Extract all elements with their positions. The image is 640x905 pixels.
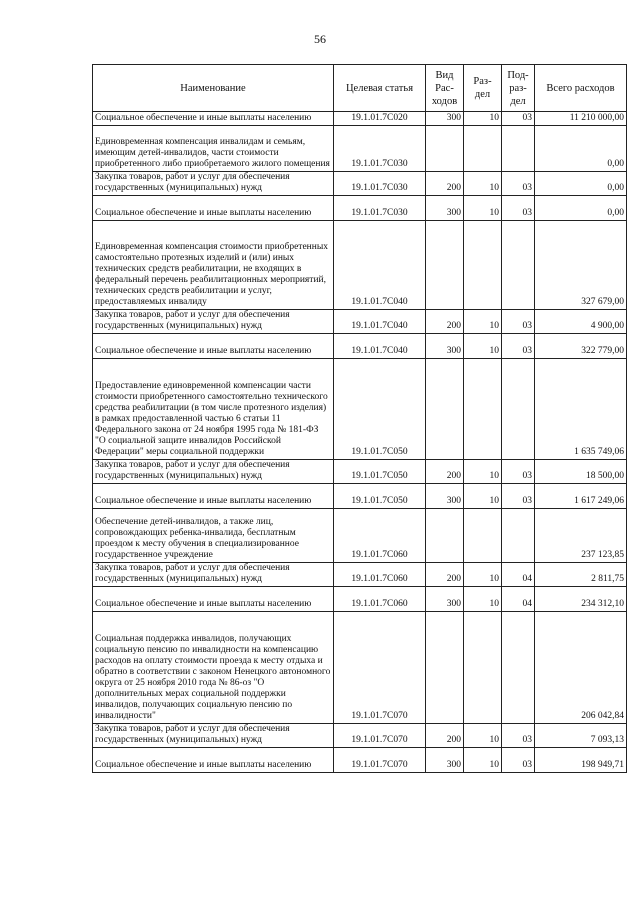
row-article-code: 19.1.01.7С070 <box>334 724 426 748</box>
row-podrazdel: 03 <box>502 310 535 334</box>
row-article-code: 19.1.01.7С030 <box>334 196 426 221</box>
row-podrazdel: 03 <box>502 112 535 126</box>
row-vid: 200 <box>426 724 464 748</box>
table-row <box>93 509 627 563</box>
row-razdel: 10 <box>464 748 502 773</box>
header-razdel: Раз-дел <box>464 65 502 112</box>
row-vid <box>426 509 464 563</box>
row-amount: 237 123,85 <box>535 509 627 563</box>
row-amount: 7 093,13 <box>535 724 627 748</box>
row-podrazdel: 03 <box>502 196 535 221</box>
row-amount: 0,00 <box>535 126 627 172</box>
row-amount: 0,00 <box>535 196 627 221</box>
row-amount: 1 617 249,06 <box>535 484 627 509</box>
row-vid <box>426 126 464 172</box>
header-article: Целевая статья <box>334 65 426 112</box>
row-name: Социальное обеспечение и иные выплаты населению <box>93 334 334 359</box>
row-razdel <box>464 509 502 563</box>
row-podrazdel <box>502 126 535 172</box>
row-vid: 300 <box>426 112 464 126</box>
row-amount: 2 811,75 <box>535 563 627 587</box>
row-amount: 4 900,00 <box>535 310 627 334</box>
row-vid: 300 <box>426 334 464 359</box>
table-row <box>93 334 627 359</box>
table-row <box>93 724 627 748</box>
row-vid <box>426 359 464 460</box>
table-row <box>93 460 627 484</box>
row-podrazdel: 03 <box>502 748 535 773</box>
row-article-code: 19.1.01.7С040 <box>334 334 426 359</box>
row-amount: 18 500,00 <box>535 460 627 484</box>
row-article-code: 19.1.01.7С040 <box>334 310 426 334</box>
table-row <box>93 612 627 724</box>
row-razdel <box>464 221 502 310</box>
table-row <box>93 221 627 310</box>
row-name: Социальное обеспечение и иные выплаты населению <box>93 748 334 773</box>
row-article-code: 19.1.01.7С030 <box>334 172 426 196</box>
row-amount: 206 042,84 <box>535 612 627 724</box>
row-razdel: 10 <box>464 724 502 748</box>
row-name: Социальное обеспечение и иные выплаты населению <box>93 587 334 612</box>
row-podrazdel: 03 <box>502 334 535 359</box>
row-amount: 198 949,71 <box>535 748 627 773</box>
header-podrazdel: Под-раз-дел <box>502 65 535 112</box>
table-row <box>93 484 627 509</box>
row-name: Закупка товаров, работ и услуг для обеспечения государственных (муниципальных) нужд <box>93 172 334 196</box>
row-podrazdel <box>502 359 535 460</box>
row-vid: 200 <box>426 563 464 587</box>
row-amount: 1 635 749,06 <box>535 359 627 460</box>
row-vid <box>426 221 464 310</box>
row-article-code: 19.1.01.7С070 <box>334 748 426 773</box>
row-vid: 200 <box>426 460 464 484</box>
row-podrazdel: 03 <box>502 724 535 748</box>
row-podrazdel: 04 <box>502 563 535 587</box>
row-razdel: 10 <box>464 484 502 509</box>
row-vid: 200 <box>426 172 464 196</box>
table-row <box>93 563 627 587</box>
row-podrazdel <box>502 509 535 563</box>
row-name: Социальная поддержка инвалидов, получающих социальную пенсию по инвалидности на компенсацию расходов на оплату стоимости проезда к месту отдыха и обратно в соответствии с законом Ненецкого автономного округа от 25 ноября 2010 года № 86-оз "О дополнительных мерах социальной поддержки инвалидов, получающих социальную пенсию по инвалидности" <box>93 612 334 724</box>
row-razdel: 10 <box>464 196 502 221</box>
row-razdel <box>464 126 502 172</box>
row-vid <box>426 612 464 724</box>
row-vid: 300 <box>426 748 464 773</box>
row-article-code: 19.1.01.7С070 <box>334 612 426 724</box>
row-vid: 300 <box>426 196 464 221</box>
row-name: Социальное обеспечение и иные выплаты населению <box>93 484 334 509</box>
row-name: Закупка товаров, работ и услуг для обеспечения государственных (муниципальных) нужд <box>93 724 334 748</box>
table-row <box>93 748 627 773</box>
table-header-row <box>93 65 627 112</box>
row-podrazdel <box>502 221 535 310</box>
row-article-code: 19.1.01.7С050 <box>334 460 426 484</box>
row-article-code: 19.1.01.7С020 <box>334 112 426 126</box>
row-razdel <box>464 612 502 724</box>
header-vid: Вид Рас-ходов <box>426 65 464 112</box>
row-article-code: 19.1.01.7С050 <box>334 359 426 460</box>
row-name: Закупка товаров, работ и услуг для обеспечения государственных (муниципальных) нужд <box>93 460 334 484</box>
row-name: Закупка товаров, работ и услуг для обеспечения государственных (муниципальных) нужд <box>93 310 334 334</box>
row-name: Закупка товаров, работ и услуг для обеспечения государственных (муниципальных) нужд <box>93 563 334 587</box>
row-amount: 0,00 <box>535 172 627 196</box>
row-podrazdel: 03 <box>502 460 535 484</box>
row-podrazdel: 03 <box>502 484 535 509</box>
row-razdel: 10 <box>464 310 502 334</box>
header-total: Всего расходов <box>535 65 627 112</box>
row-amount: 322 779,00 <box>535 334 627 359</box>
row-name: Единовременная компенсация стоимости приобретенных самостоятельно протезных изделий и (или) иных технических средств реабилитации, не входящих в федеральный перечень реабилитационных мероприятий, технических средств реабилитации и услуг, предоставляемых инвалиду <box>93 221 334 310</box>
row-name: Предоставление единовременной компенсации части стоимости приобретенного самостоятельно технического средства реабилитации (в том числе протезного изделия) в рамках предоставленной частью 6 статьи 11 Федерального закона от 24 ноября 1995 года № 181-ФЗ "О социальной защите инвалидов Российской Федерации" меры социальной поддержки <box>93 359 334 460</box>
row-razdel: 10 <box>464 460 502 484</box>
page-number: 56 <box>314 32 326 46</box>
header-name: Наименование <box>93 65 334 112</box>
row-article-code: 19.1.01.7С060 <box>334 563 426 587</box>
row-razdel <box>464 359 502 460</box>
row-name: Социальное обеспечение и иные выплаты населению <box>93 196 334 221</box>
row-amount: 234 312,10 <box>535 587 627 612</box>
table-row <box>93 196 627 221</box>
row-podrazdel: 03 <box>502 172 535 196</box>
row-article-code: 19.1.01.7С060 <box>334 509 426 563</box>
row-podrazdel <box>502 612 535 724</box>
row-amount: 327 679,00 <box>535 221 627 310</box>
table-row <box>93 126 627 172</box>
table-row <box>93 359 627 460</box>
table-row <box>93 587 627 612</box>
row-name: Социальное обеспечение и иные выплаты населению <box>93 112 334 126</box>
row-razdel: 10 <box>464 563 502 587</box>
row-razdel: 10 <box>464 334 502 359</box>
row-amount: 11 210 000,00 <box>535 112 627 126</box>
row-name: Единовременная компенсация инвалидам и семьям, имеющим детей-инвалидов, части стоимости приобретенного либо приобретаемого жилого помещения <box>93 126 334 172</box>
row-podrazdel: 04 <box>502 587 535 612</box>
row-article-code: 19.1.01.7С060 <box>334 587 426 612</box>
row-razdel: 10 <box>464 172 502 196</box>
row-article-code: 19.1.01.7С050 <box>334 484 426 509</box>
row-name: Обеспечение детей-инвалидов, а также лиц, сопровождающих ребенка-инвалида, бесплатным проездом к месту обучения в специализированное государственное учреждение <box>93 509 334 563</box>
row-article-code: 19.1.01.7С040 <box>334 221 426 310</box>
table-row <box>93 310 627 334</box>
row-article-code: 19.1.01.7С030 <box>334 126 426 172</box>
row-razdel: 10 <box>464 112 502 126</box>
row-vid: 300 <box>426 587 464 612</box>
budget-table <box>92 64 627 773</box>
row-vid: 300 <box>426 484 464 509</box>
table-row <box>93 172 627 196</box>
row-vid: 200 <box>426 310 464 334</box>
table-row <box>93 112 627 126</box>
row-razdel: 10 <box>464 587 502 612</box>
